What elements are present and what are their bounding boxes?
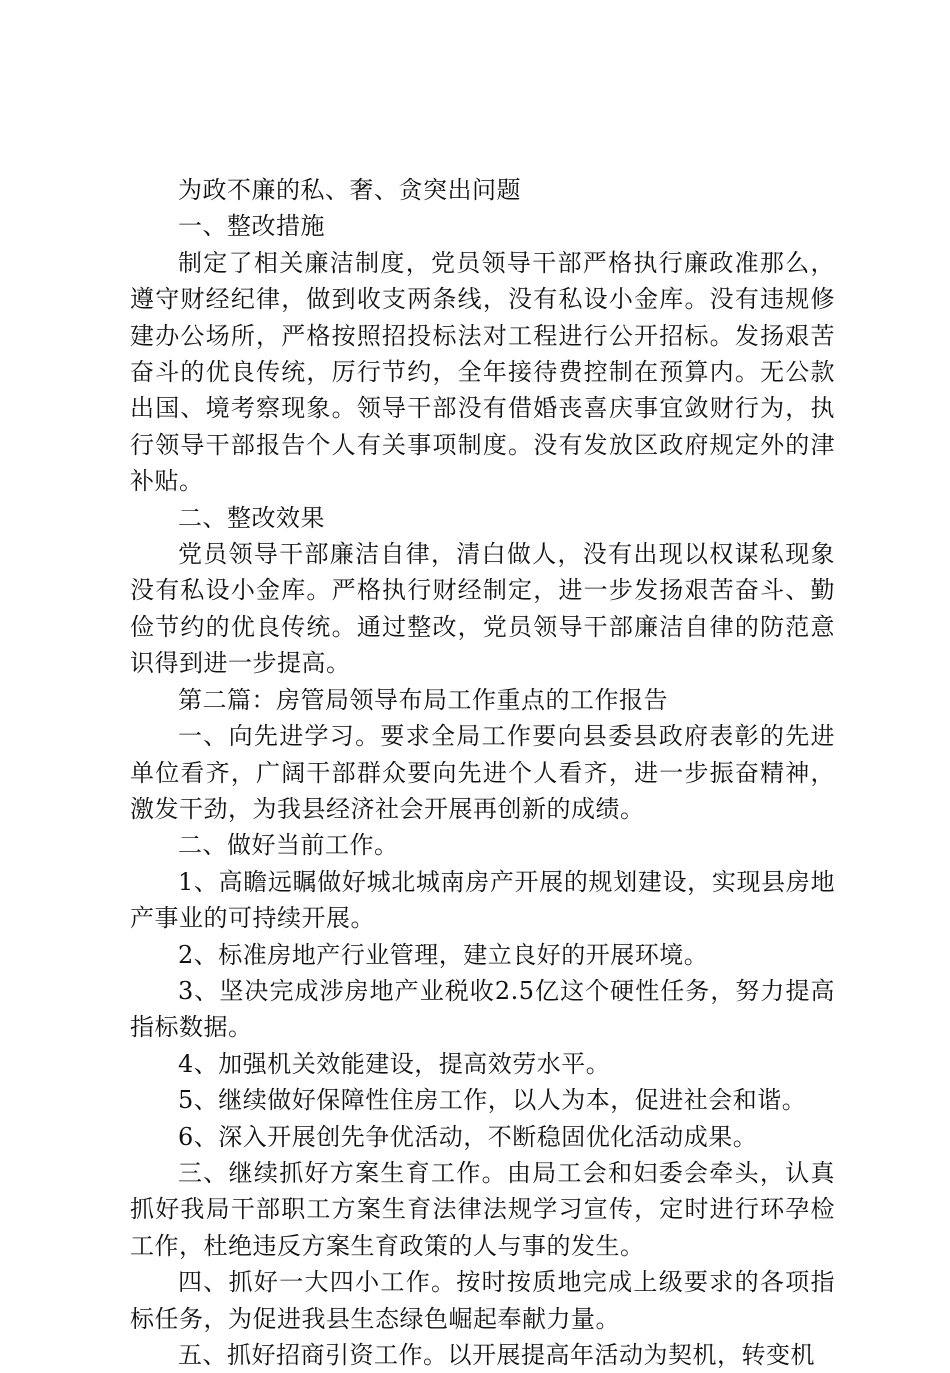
document-body <box>130 172 835 1373</box>
list-item-2: 2、标准房地产行业管理，建立良好的开展环境。 <box>178 940 709 969</box>
list-item-5: 5、继续做好保障性住房工作，以人为本，促进社会和谐。 <box>178 1086 807 1115</box>
paragraph-investment: 五、抓好招商引资工作。以开展提高年活动为契机，转变机 <box>178 1341 815 1369</box>
list-item-6: 6、深入开展创先争优活动，不断稳固优化活动成果。 <box>178 1122 758 1151</box>
article-title: 第二篇：房管局领导布局工作重点的工作报告 <box>178 685 668 714</box>
list-item-3: 3、坚决完成涉房地产业税收2.5亿这个硬性任务，努力提高指标数据。 <box>130 976 835 1042</box>
paragraph-learn-advanced: 一、向先进学习。要求全局工作要向县委县政府表彰的先进单位看齐，广阔干部群众要向先进个人看齐，进一步振奋精神，激发干劲，为我县经济社会开展再创新的成绩。 <box>130 722 835 823</box>
section-heading-measures: 一、整改措施 <box>178 212 325 241</box>
paragraph-measures: 制定了相关廉洁制度，党员领导干部严格执行廉政准那么，遵守财经纪律，做到收支两条线，没有私设小金库。没有违规修建办公场所，严格按照招投标法对工程进行公开招标。发扬艰苦奋斗的优良传统，厉行节约，全年接待费控制在预算内。无公款出国、境考察现象。领导干部没有借婚丧喜庆事宜敛财行为，执行领导干部报告个人有关事项制度。没有发放区政府规定外的津补贴。 <box>130 248 835 496</box>
list-item-1: 1、高瞻远瞩做好城北城南房产开展的规划建设，实现县房地产事业的可持续开展。 <box>130 867 835 933</box>
paragraph-one-big-four-small: 四、抓好一大四小工作。按时按质地完成上级要求的各项指标任务，为促进我县生态绿色崛起奉献力量。 <box>130 1268 835 1333</box>
heading-problem: 为政不廉的私、奢、贪突出问题 <box>178 176 521 204</box>
paragraph-effects: 党员领导干部廉洁自律，清白做人，没有出现以权谋私现象没有私设小金库。严格执行财经制定，进一步发扬艰苦奋斗、勤俭节约的优良传统。通过整改，党员领导干部廉洁自律的防范意识得到进一步提高。 <box>130 540 835 678</box>
paragraph-family-planning: 三、继续抓好方案生育工作。由局工会和妇委会牵头，认真抓好我局干部职工方案生育法律法规学习宣传，定时进行环孕检工作，杜绝违反方案生育政策的人与事的发生。 <box>130 1158 835 1260</box>
list-item-4: 4、加强机关效能建设，提高效劳水平。 <box>178 1049 611 1078</box>
section-heading-effects: 二、整改效果 <box>178 503 325 532</box>
section-heading-current-work: 二、做好当前工作。 <box>178 831 399 860</box>
